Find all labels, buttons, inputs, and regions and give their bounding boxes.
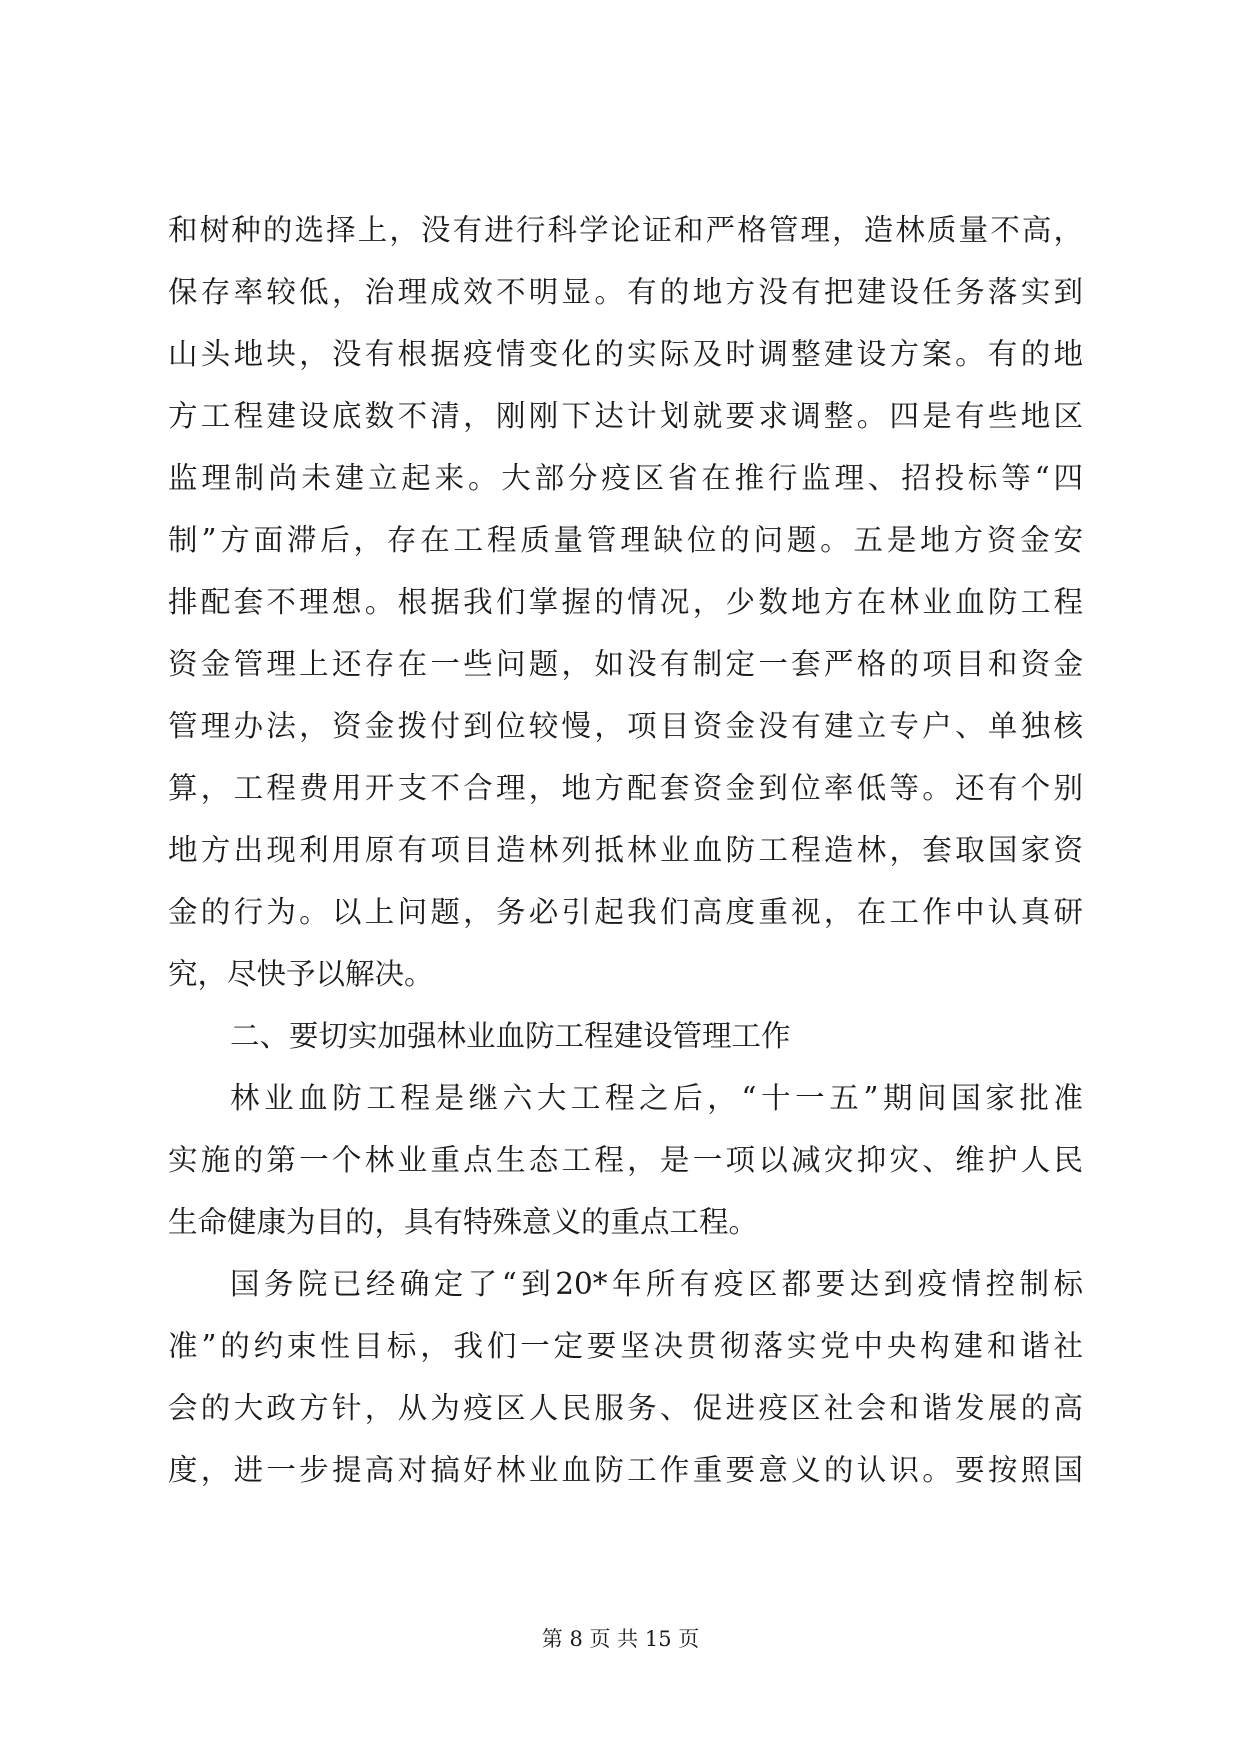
text-line: 地方出现利用原有项目造林列抵林业血防工程造林，套取国家资 [168,833,1083,867]
text-line: 究，尽快予以解决。 [168,957,434,991]
text-line: 林业血防工程是继六大工程之后，“十一五”期间国家批准 [230,1081,1083,1115]
text-line: 和树种的选择上，没有进行科学论证和严格管理，造林质量不高， [168,213,1083,247]
section-heading: 二、要切实加强林业血防工程建设管理工作 [230,1019,791,1053]
text-line: 实施的第一个林业重点生态工程，是一项以减灾抑灾、维护人民 [168,1143,1083,1177]
text-line: 管理办法，资金拨付到位较慢，项目资金没有建立专户、单独核 [168,709,1083,743]
text-line: 山头地块，没有根据疫情变化的实际及时调整建设方案。有的地 [168,337,1083,371]
text-line: 算，工程费用开支不合理，地方配套资金到位率低等。还有个别 [168,771,1083,805]
text-line: 国务院已经确定了“到20*年所有疫区都要达到疫情控制标 [230,1267,1083,1301]
text-line: 会的大政方针，从为疫区人民服务、促进疫区社会和谐发展的高 [168,1391,1083,1425]
body-text [168,199,1083,1501]
text-line: 监理制尚未建立起来。大部分疫区省在推行监理、招投标等“四 [168,461,1083,495]
text-line: 保存率较低，治理成效不明显。有的地方没有把建设任务落实到 [168,275,1083,309]
text-line: 度，进一步提高对搞好林业血防工作重要意义的认识。要按照国 [168,1453,1083,1487]
text-line: 准”的约束性目标，我们一定要坚决贯彻落实党中央构建和谐社 [168,1329,1083,1363]
text-line: 金的行为。以上问题，务必引起我们高度重视，在工作中认真研 [168,895,1083,929]
text-line: 资金管理上还存在一些问题，如没有制定一套严格的项目和资金 [168,647,1083,681]
text-line: 排配套不理想。根据我们掌握的情况，少数地方在林业血防工程 [168,585,1083,619]
text-line: 方工程建设底数不清，刚刚下达计划就要求调整。四是有些地区 [168,399,1083,433]
text-line: 制”方面滞后，存在工程质量管理缺位的问题。五是地方资金安 [168,523,1083,557]
page-number-footer: 第 8 页 共 15 页 [541,1627,700,1651]
text-line: 生命健康为目的，具有特殊意义的重点工程。 [168,1205,759,1239]
